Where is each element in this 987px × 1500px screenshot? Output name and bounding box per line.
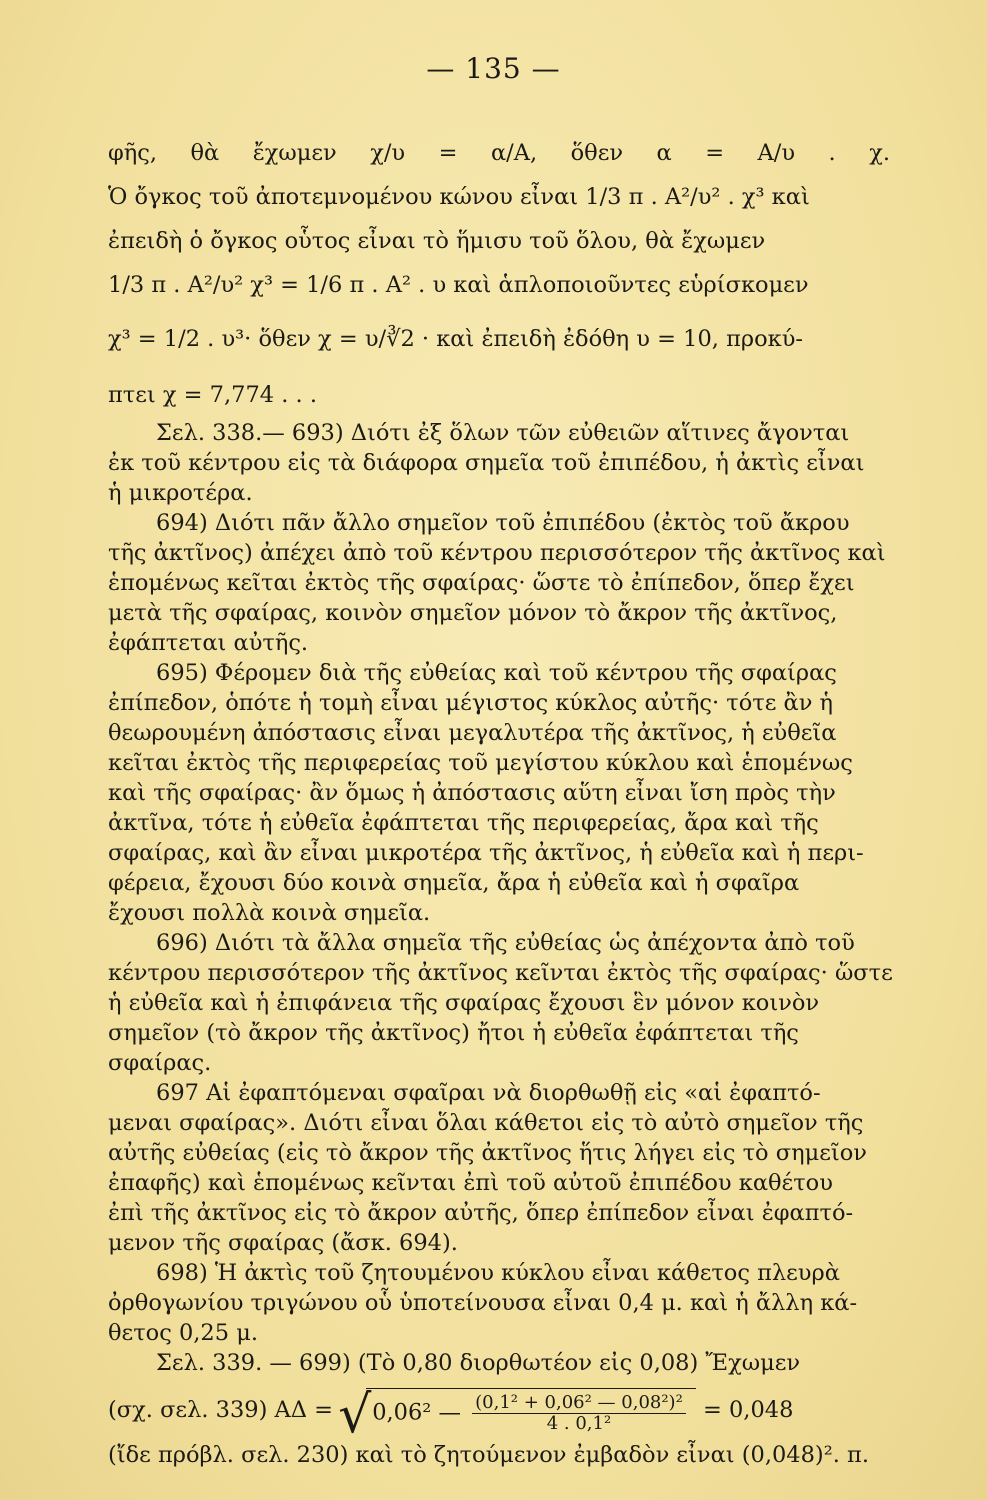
text-line-2: Ὁ ὄγκος τοῦ ἀποτεμνομένου κώνου εἶναι 1/3 π . Α²/υ² . χ³ καὶ bbox=[108, 184, 810, 210]
text-line-13: μετὰ τῆς σφαίρας, κοινὸν σημεῖον μόνον τὸ ἄκρον τῆς ἀκτῖνος, bbox=[108, 600, 838, 626]
text-line-22: φέρεια, ἔχουσι δύο κοινὰ σημεῖα, ἄρα ἡ εὐθεῖα καὶ ἡ σφαῖρα bbox=[108, 870, 800, 896]
text-line-25: κέντρου περισσότερον τῆς ἀκτῖνος κεῖνται ἐκτὸς τῆς σφαίρας· ὥστε bbox=[108, 960, 893, 986]
text-line-15: 695) Φέρομεν διὰ τῆς εὐθείας καὶ τοῦ κέντρου τῆς σφαίρας bbox=[156, 660, 837, 686]
text-line-18: κεῖται ἐκτὸς τῆς περιφερείας τοῦ μεγίστου κύκλου καὶ ἑπομένως bbox=[108, 750, 853, 776]
square-root bbox=[338, 1385, 696, 1445]
text-line-38: Σελ. 339. — 699) (Τὸ 0,80 διορθωτέον εἰς 0,08) Ἔχωμεν bbox=[156, 1350, 801, 1376]
text-line-23: ἔχουσι πολλὰ κοινὰ σημεῖα. bbox=[108, 900, 431, 926]
text-line-17: θεωρουμένη ἀπόστασις εἶναι μεγαλυτέρα τῆς ἀκτῖνος, ἡ εὐθεῖα bbox=[108, 720, 837, 746]
formula-prefix: (σχ. σελ. 339) ΑΔ = bbox=[108, 1397, 334, 1423]
text-line-37: θετος 0,25 μ. bbox=[108, 1320, 258, 1346]
text-line-35: 698) Ἡ ἀκτὶς τοῦ ζητουμένου κύκλου εἶναι κάθετος πλευρὰ bbox=[156, 1260, 840, 1286]
radicand-left: 0,06² — bbox=[372, 1399, 461, 1426]
text-line-32: ἐπαφῆς) καὶ ἑπομένως κεῖνται ἐπὶ τοῦ αὐτοῦ ἐπιπέδου καθέτου bbox=[108, 1170, 833, 1196]
text-line-28: σφαίρας. bbox=[108, 1050, 212, 1076]
fraction-denominator: 4 . 0,1² bbox=[546, 1413, 612, 1434]
text-line-29: 697 Αἱ ἐφαπτόμεναι σφαῖραι νὰ διορθωθῇ εἰς «αἱ ἐφαπτό- bbox=[156, 1080, 821, 1106]
text-line-11: τῆς ἀκτῖνος) ἀπέχει ἀπὸ τοῦ κέντρου περισσότερον τῆς ἀκτῖνος καὶ bbox=[108, 540, 886, 566]
text-line-33: ἐπὶ τῆς ἀκτῖνος εἰς τὸ ἄκρον αὐτῆς, ὅπερ ἐπίπεδον εἶναι ἐφαπτό- bbox=[108, 1200, 854, 1226]
formula-result: = 0,048 bbox=[702, 1397, 794, 1423]
text-line-10: 694) Διότι πᾶν ἄλλο σημεῖον τοῦ ἐπιπέδου (ἐκτὸς τοῦ ἄκρου bbox=[156, 510, 850, 536]
radical-sign-icon: √ bbox=[338, 1385, 372, 1445]
text-line-9: ἡ μικροτέρα. bbox=[108, 480, 253, 506]
text-line-8: ἐκ τοῦ κέντρου εἰς τὰ διάφορα σημεῖα τοῦ ἐπιπέδου, ἡ ἀκτὶς εἶναι bbox=[108, 450, 865, 476]
text-line-30: μεναι σφαίρας». Διότι εἶναι ὅλαι κάθετοι εἰς τὸ αὐτὸ σημεῖον τῆς bbox=[108, 1110, 864, 1136]
text-line-7: Σελ. 338.— 693) Διότι ἐξ ὅλων τῶν εὐθειῶν αἵτινες ἄγονται bbox=[156, 420, 850, 446]
text-line-19: καὶ τῆς σφαίρας· ἂν ὅμως ἡ ἀπόστασις αὕτη εἶναι ἴση πρὸς τὴν bbox=[108, 780, 836, 806]
fraction-numerator: (0,1² + 0,06² — 0,08²)² bbox=[472, 1393, 686, 1414]
radical-formula bbox=[108, 1385, 890, 1445]
text-line-16: ἐπίπεδον, ὁπότε ἡ τομὴ εἶναι μέγιστος κύκλος αὐτῆς· τότε ἂν ἡ bbox=[108, 690, 834, 716]
text-line-3: ἐπειδὴ ὁ ὄγκος οὗτος εἶναι τὸ ἥμισυ τοῦ ὅλου, θὰ ἔχωμεν bbox=[108, 228, 766, 254]
text-line-1: φῆς, θὰ ἔχωμεν χ/υ = α/Α, ὅθεν α = Α/υ . χ. bbox=[108, 140, 890, 166]
text-line-24: 696) Διότι τὰ ἄλλα σημεῖα τῆς εὐθείας ὡς ἀπέχοντα ἀπὸ τοῦ bbox=[156, 930, 855, 956]
radicand-fraction bbox=[472, 1393, 686, 1434]
page-number: — 135 — bbox=[426, 52, 561, 85]
text-line-40: (ἴδε πρόβλ. σελ. 230) καὶ τὸ ζητούμενον ἐμβαδὸν εἶναι (0,048)². π. bbox=[108, 1442, 869, 1468]
text-line-31: αὐτῆς εὐθείας (εἰς τὸ ἄκρον τῆς ἀκτῖνος ἥτις λήγει εἰς τὸ σημεῖον bbox=[108, 1140, 867, 1166]
text-line-20: ἀκτῖνα, τότε ἡ εὐθεῖα ἐφάπτεται τῆς περιφερείας, ἄρα καὶ τῆς bbox=[108, 810, 819, 836]
text-line-14: ἐφάπτεται αὐτῆς. bbox=[108, 630, 309, 656]
text-line-27: σημεῖον (τὸ ἄκρον τῆς ἀκτῖνος) ἤτοι ἡ εὐθεῖα ἐφάπτεται τῆς bbox=[108, 1020, 799, 1046]
text-line-26: ἡ εὐθεῖα καὶ ἡ ἐπιφάνεια τῆς σφαίρας ἔχουσι ἓν μόνον κοινὸν bbox=[108, 990, 820, 1016]
text-line-6: πτει χ = 7,774 . . . bbox=[108, 382, 317, 408]
text-line-12: ἑπομένως κεῖται ἐκτὸς τῆς σφαίρας· ὥστε τὸ ἐπίπεδον, ὅπερ ἔχει bbox=[108, 570, 855, 596]
text-line-36: ὀρθογωνίου τριγώνου οὗ ὑποτείνουσα εἶναι 0,4 μ. καὶ ἡ ἄλλη κά- bbox=[108, 1290, 858, 1316]
text-line-34: μενον τῆς σφαίρας (ἄσκ. 694). bbox=[108, 1230, 458, 1256]
text-line-21: σφαίρας, καὶ ἂν εἶναι μικροτέρα τῆς ἀκτῖνος, ἡ εὐθεῖα καὶ ἡ περι- bbox=[108, 840, 864, 866]
text-line-5: χ³ = 1/2 . υ³· ὅθεν χ = υ/∛2 · καὶ ἐπειδὴ ἐδόθη υ = 10, προκύ- bbox=[108, 326, 803, 352]
text-line-4: 1/3 π . Α²/υ² χ³ = 1/6 π . Α² . υ καὶ ἁπλοποιοῦντες εὑρίσκομεν bbox=[108, 272, 809, 298]
